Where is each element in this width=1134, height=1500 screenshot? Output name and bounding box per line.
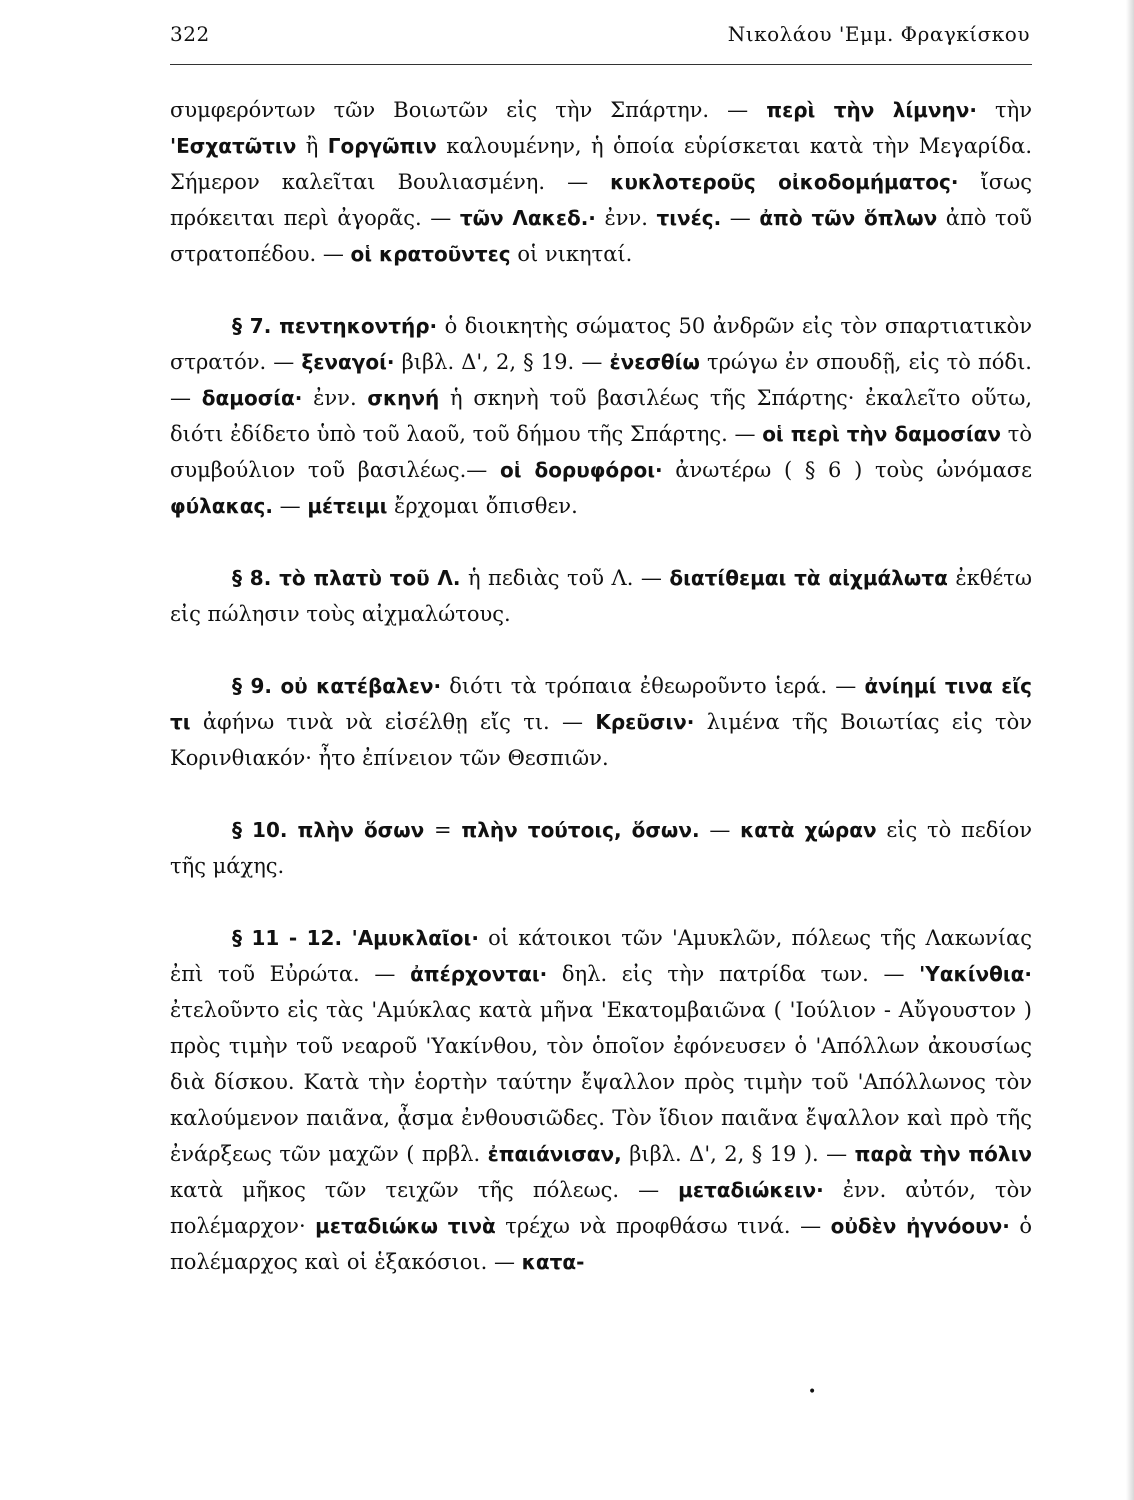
- gloss-text: ἴσως πρόκειται περὶ ἀγορᾶς. —: [170, 170, 1032, 230]
- gloss-text: οἱ νικηταί.: [510, 242, 633, 266]
- paragraph-p10: [170, 812, 1032, 884]
- lemma-term: ἀνίημί τινα εἴς τι: [170, 674, 1032, 734]
- gloss-text: βιβλ. Δ', 2, § 19. —: [394, 350, 610, 374]
- lemma-term: παρὰ τὴν πόλιν: [854, 1142, 1032, 1166]
- body-text: [170, 92, 1032, 1316]
- gloss-text: ἐνν.: [595, 206, 657, 230]
- lemma-term: 'Αμυκλαῖοι·: [351, 926, 479, 950]
- gloss-text: ἡ σκηνὴ τοῦ βασιλέως τῆς Σπάρτης· ἐκαλεῖτο οὕτω, διότι ἐδίδετο ὑπὸ τοῦ λαοῦ, τοῦ δήμου τῆς Σπάρτης. —: [170, 386, 1032, 446]
- lemma-term: τῶν Λακεδ.·: [459, 206, 596, 230]
- lemma-term: § 10.: [232, 818, 298, 842]
- lemma-term: δαμοσία·: [201, 386, 303, 410]
- gloss-text: τὸ συμβούλιον τοῦ βασιλέως.—: [170, 422, 1033, 482]
- lemma-term: ἐνεσθίω: [609, 350, 700, 374]
- lemma-term: ἀπέρχονται·: [410, 962, 548, 986]
- lemma-term: ἀπὸ τῶν ὅπλων: [759, 206, 938, 230]
- lemma-term: 'Υακίνθια·: [919, 962, 1033, 986]
- lemma-term: πλὴν τούτοις, ὅσων.: [461, 818, 700, 842]
- gloss-text: ἀνωτέρω ( § 6 ) τοὺς ὠνόμασε: [662, 458, 1032, 482]
- gloss-text: κατὰ μῆκος τῶν τειχῶν τῆς πόλεως. —: [170, 1178, 679, 1202]
- lemma-term: ξεναγοί·: [301, 350, 395, 374]
- lemma-term: τὸ πλατὺ τοῦ Λ.: [279, 566, 461, 590]
- paragraph-p9: [170, 668, 1032, 776]
- gloss-text: διότι τὰ τρόπαια ἐθεωροῦντο ἱερά. —: [441, 674, 865, 698]
- paragraph-p7: [170, 308, 1032, 524]
- lemma-term: περὶ τὴν λίμνην·: [766, 98, 977, 122]
- lemma-term: κατα-: [521, 1250, 585, 1274]
- gloss-text: ἢ: [296, 134, 328, 158]
- print-speck: •: [808, 1384, 817, 1400]
- gloss-text: οἱ κάτοικοι τῶν 'Αμυκλῶν, πόλεως τῆς Λακωνίας ἐπὶ τοῦ Εὐρώτα. —: [170, 926, 1032, 986]
- gloss-text: τρέχω νὰ προφθάσω τινά. —: [495, 1214, 831, 1238]
- gloss-text: δηλ. εἰς τὴν πατρίδα των. —: [547, 962, 920, 986]
- gloss-text: ἡ πεδιὰς τοῦ Λ. —: [460, 566, 670, 590]
- lemma-term: πλὴν ὅσων: [297, 818, 425, 842]
- lemma-term: ἐπαιάνισαν,: [487, 1142, 622, 1166]
- lemma-term: μεταδιώκω τινὰ: [315, 1214, 496, 1238]
- gloss-text: ὁ διοικητὴς σώματος 50 ἀνδρῶν εἰς τὸν σπαρτιατικὸν στρατόν. —: [170, 314, 1032, 374]
- gloss-text: ὁ πολέμαρχος καὶ οἱ ἑξακόσιοι. —: [170, 1214, 1032, 1274]
- gloss-text: τὴν: [976, 98, 1032, 122]
- gloss-text: ἀφήνω τινὰ νὰ εἰσέλθῃ εἴς τι. —: [190, 710, 596, 734]
- lemma-term: Κρεῦσιν·: [595, 710, 695, 734]
- paragraph-p0: [170, 92, 1032, 272]
- gloss-text: ἐτελοῦντο εἰς τὰς 'Αμύκλας κατὰ μῆνα 'Εκατομβαιῶνα ( 'Ιούλιον - Αὔγουστον ) πρὸς τιμὴν τοῦ νεαροῦ 'Υακίνθου, τὸν ὁποῖον ἐφόνευσεν ὁ 'Απόλλων ἀκουσίως διὰ δίσκου. Κατὰ τὴν ἑορτὴν ταύτην ἔψαλλον πρὸς τιμὴν τοῦ 'Απόλλωνος τὸν καλούμενον παιᾶνα, ᾆσμα ἐνθουσιῶδες. Τὸν ἴδιον παιᾶνα ἔψαλλον καὶ πρὸ τῆς ἐνάρξεως τῶν μαχῶν ( πρβλ.: [170, 998, 1032, 1166]
- gloss-text: ἀπὸ τοῦ στρατοπέδου. —: [170, 206, 1032, 266]
- gloss-text: εἰς τὸ πεδίον τῆς μάχης.: [170, 818, 1032, 878]
- header-rule: [170, 64, 1032, 65]
- lemma-term: § 8.: [232, 566, 280, 590]
- lemma-term: οὐδὲν ἠγνόουν·: [830, 1214, 1010, 1238]
- lemma-term: οἱ κρατοῦντες: [350, 242, 511, 266]
- gloss-text: λιμένα τῆς Βοιωτίας εἰς τὸν Κορινθιακόν· ἦτο ἐπίνειον τῶν Θεσπιῶν.: [170, 710, 1032, 770]
- lemma-term: Γοργῶπιν: [327, 134, 437, 158]
- gloss-text: συμφερόντων τῶν Βοιωτῶν εἰς τὴν Σπάρτην. —: [170, 98, 767, 122]
- gloss-text: τρώγω ἐν σπουδῇ, εἰς τὸ πόδι. —: [170, 350, 1032, 410]
- gloss-text: ἐνν.: [302, 386, 368, 410]
- lemma-term: κυκλοτεροῦς οἰκοδομήματος·: [610, 170, 959, 194]
- page-number: 322: [170, 22, 210, 46]
- lemma-term: τινές.: [656, 206, 722, 230]
- lemma-term: πεντηκοντήρ·: [279, 314, 438, 338]
- lemma-term: μεταδιώκειν·: [678, 1178, 824, 1202]
- gloss-text: —: [721, 206, 760, 230]
- lemma-term: οὐ κατέβαλεν·: [280, 674, 442, 698]
- gloss-text: =: [424, 818, 462, 842]
- lemma-term: διατίθεμαι τὰ αἰχμάλωτα: [669, 566, 948, 590]
- gloss-text: ἔρχομαι ὄπισθεν.: [387, 494, 578, 518]
- lemma-term: 'Εσχατῶτιν: [170, 134, 297, 158]
- gloss-text: ἐνν. αὐτόν, τὸν πολέμαρχον·: [170, 1178, 1032, 1238]
- lemma-term: § 9.: [232, 674, 281, 698]
- lemma-term: οἱ περὶ τὴν δαμοσίαν: [762, 422, 1002, 446]
- running-head: [170, 22, 1030, 58]
- lemma-term: § 7.: [232, 314, 280, 338]
- paragraph-p11: [170, 920, 1032, 1280]
- lemma-term: μέτειμι: [307, 494, 388, 518]
- page-edge-shadow: [1126, 0, 1134, 1500]
- paragraph-p8: [170, 560, 1032, 632]
- lemma-term: φύλακας.: [170, 494, 273, 518]
- gloss-text: —: [272, 494, 308, 518]
- gloss-text: καλουμένην, ἡ ὁποία εὑρίσκεται κατὰ τὴν Μεγαρίδα. Σήμερον καλεῖται Βουλιασμένη. —: [170, 134, 1032, 194]
- lemma-term: κατὰ χώραν: [740, 818, 877, 842]
- gloss-text: βιβλ. Δ', 2, § 19 ). —: [621, 1142, 855, 1166]
- gloss-text: ἐκθέτω εἰς πώλησιν τοὺς αἰχμαλώτους.: [170, 566, 1032, 626]
- lemma-term: οἱ δορυφόροι·: [499, 458, 663, 482]
- lemma-term: σκηνή: [367, 386, 440, 410]
- lemma-term: § 11 - 12.: [232, 926, 352, 950]
- gloss-text: —: [699, 818, 741, 842]
- running-title: Νικολάου 'Εμμ. Φραγκίσκου: [727, 22, 1030, 46]
